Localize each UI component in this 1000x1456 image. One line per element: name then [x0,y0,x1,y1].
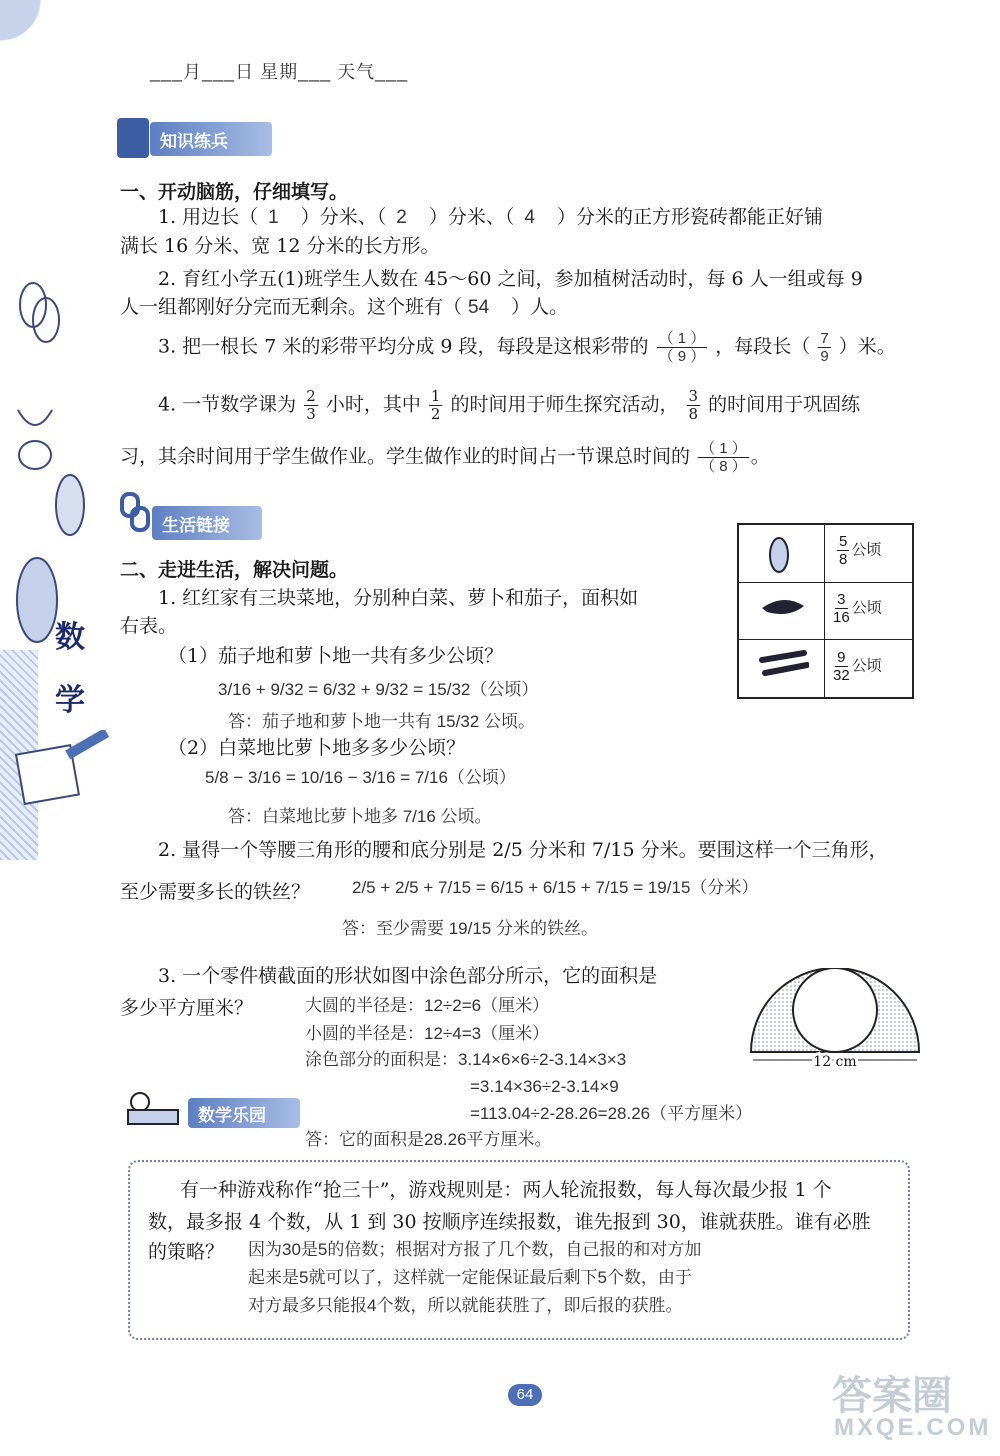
cabbage-icon [759,535,799,579]
section-badge-life: 生活链接 [152,506,262,540]
q4-line1: 4. 一节数学课为 $\frac{2}{3}$ 小时，其中 $\frac{1}{2}$ 的时间用于师生探究活动， $\frac{3}{8}$ 的时间用于巩固练 [158,387,861,423]
q4-line2: 习，其余时间用于学生做作业。学生做作业的时间占一节课总时间的 $\frac{( 1 )}{( 8 )}$ 。 [120,440,770,475]
glasses-icon [8,265,68,355]
q2-line1: 2. 育红小学五(1)班学生人数在 45～60 之间，参加植树活动时，每 6 人一组或每 9 [158,268,863,290]
vegetable-area-table [737,523,914,699]
p2-q3-answer: 答：它的面积是28.26平方厘米。 [305,1130,552,1149]
game-answer-3: 对方最多只能报4个数，所以就能获胜了，即后报的获胜。 [248,1296,683,1315]
table-row-radish: $\frac{3}{16}$ 公顷 [833,591,882,626]
paper-pencil-icon [15,730,115,805]
section-badge-practice: 知识练兵 [150,122,272,156]
q1-line2: 满长 16 分米、宽 12 分米的长方形。 [120,235,440,257]
q3-line: 3. 把一根长 7 米的彩带平均分成 9 段，每段是这根彩带的 $\frac{( 1 )}{( 9 )}$ ，每段长（ $\frac{7}{9}$ ）米。 [158,330,896,365]
chain-icon [118,490,152,534]
p2-q1-sub1: （1）茄子地和萝卜地一共有多少公顷？ [168,645,504,667]
q3-fraction-answer: $\frac{( 1 )}{( 9 )}$ [658,330,706,365]
game-para-3: 的策略？ [148,1241,225,1263]
eggplant-icon [759,645,809,689]
p2-q1-calc1: 3/16 + 9/32 = 6/32 + 9/32 = 15/32（公顷） [218,680,539,699]
p2-q3-work4: =3.14×36÷2-3.14×9 [470,1077,619,1096]
p2-q1-answer1: 答：茄子地和萝卜地一共有 15/32 公顷。 [228,712,535,731]
p2-q2-answer: 答：至少需要 19/15 分米的铁丝。 [342,919,598,938]
p2-q1-calc2: 5/8 − 3/16 = 10/16 − 3/16 = 7/16（公顷） [205,768,516,787]
q4-answer: $\frac{( 1 )}{( 8 )}$ [700,440,747,475]
p2-q1-line1: 1. 红红家有三块菜地，分别种白菜、萝卜和茄子，面积如 [158,587,639,609]
p2-q3-work2: 小圆的半径是：12÷4=3（厘米） [305,1024,550,1043]
book-icon [117,118,149,158]
side-label-xue: 学 [55,684,85,717]
q3-length-answer: $\frac{7}{9}$ [820,330,829,365]
q2-line2: 人一组都刚好分完而无剩余。这个班有（ 54 ）人。 [120,296,569,318]
q1-line1: 1. 用边长（ 1 ）分米、（ 2 ）分米、（ 4 ）分米的正方形瓷砖都能正好铺 [158,206,823,228]
page-number: 64 [508,1384,542,1406]
p2-q1-answer2: 答：白菜地比萝卜地多 7/16 公顷。 [228,807,492,826]
side-label-shu: 数 [55,621,85,654]
p2-q2-line1: 2. 量得一个等腰三角形的腰和底分别是 2/5 分米和 7/15 分米。要围这样一个三角形， [158,839,888,861]
slipper-icon [50,470,90,540]
p2-q3-work3: 涂色部分的面积是：3.14×6×6÷2-3.14×3×3 [305,1050,627,1069]
p2-q3-line2: 多少平方厘米？ [120,997,254,1019]
p2-q3-line1: 3. 一个零件横截面的形状如图中涂色部分所示，它的面积是 [158,965,658,987]
cup-icon [10,400,60,480]
game-para-2: 数，最多报 4 个数，从 1 到 30 按顺序连续报数，谁先报到 30，谁就获胜。谁有必胜 [148,1211,871,1233]
game-answer-1: 因为30是5的倍数；根据对方报了几个数，自己报的和对方加 [248,1240,702,1259]
p2-q1-line2: 右表。 [120,615,178,637]
figure-label: 12 cm [813,1054,857,1070]
table-row-cabbage: $\frac{5}{8}$ 公顷 [839,533,882,568]
reading-figure-icon [120,1088,190,1128]
game-para-1: 有一种游戏称作“抢三十”，游戏规则是：两人轮流报数，每人每次最少报 1 个 [180,1179,832,1201]
p2-q2-line2: 至少需要多长的铁丝？ [120,881,311,903]
radish-icon [759,588,809,632]
part1-title: 一、开动脑筋，仔细填写。 [120,181,349,203]
table-row-eggplant: $\frac{9}{32}$ 公顷 [833,649,882,684]
date-line: ___月___日 星期___ 天气___ [150,62,409,82]
p2-q1-sub2: （2）白菜地比萝卜地多多少公顷？ [168,737,466,759]
corner-decoration [0,0,60,60]
watermark-logo: 答案圈 [832,1374,952,1418]
semicircle-figure [745,968,925,1073]
watermark-url: MXQE.COM [834,1414,992,1441]
game-answer-2: 起来是5就可以了，这样就一定能保证最后剩下5个数，由于 [248,1268,692,1287]
p2-q3-work1: 大圆的半径是：12÷2=6（厘米） [305,996,550,1015]
part2-title: 二、走进生活，解决问题。 [120,559,349,581]
section-badge-fun: 数学乐园 [188,1098,300,1128]
p2-q2-calc: 2/5 + 2/5 + 7/15 = 6/15 + 6/15 + 7/15 = 19/15（分米） [352,878,759,897]
p2-q3-work5: =113.04÷2-28.26=28.26（平方厘米） [470,1104,753,1123]
